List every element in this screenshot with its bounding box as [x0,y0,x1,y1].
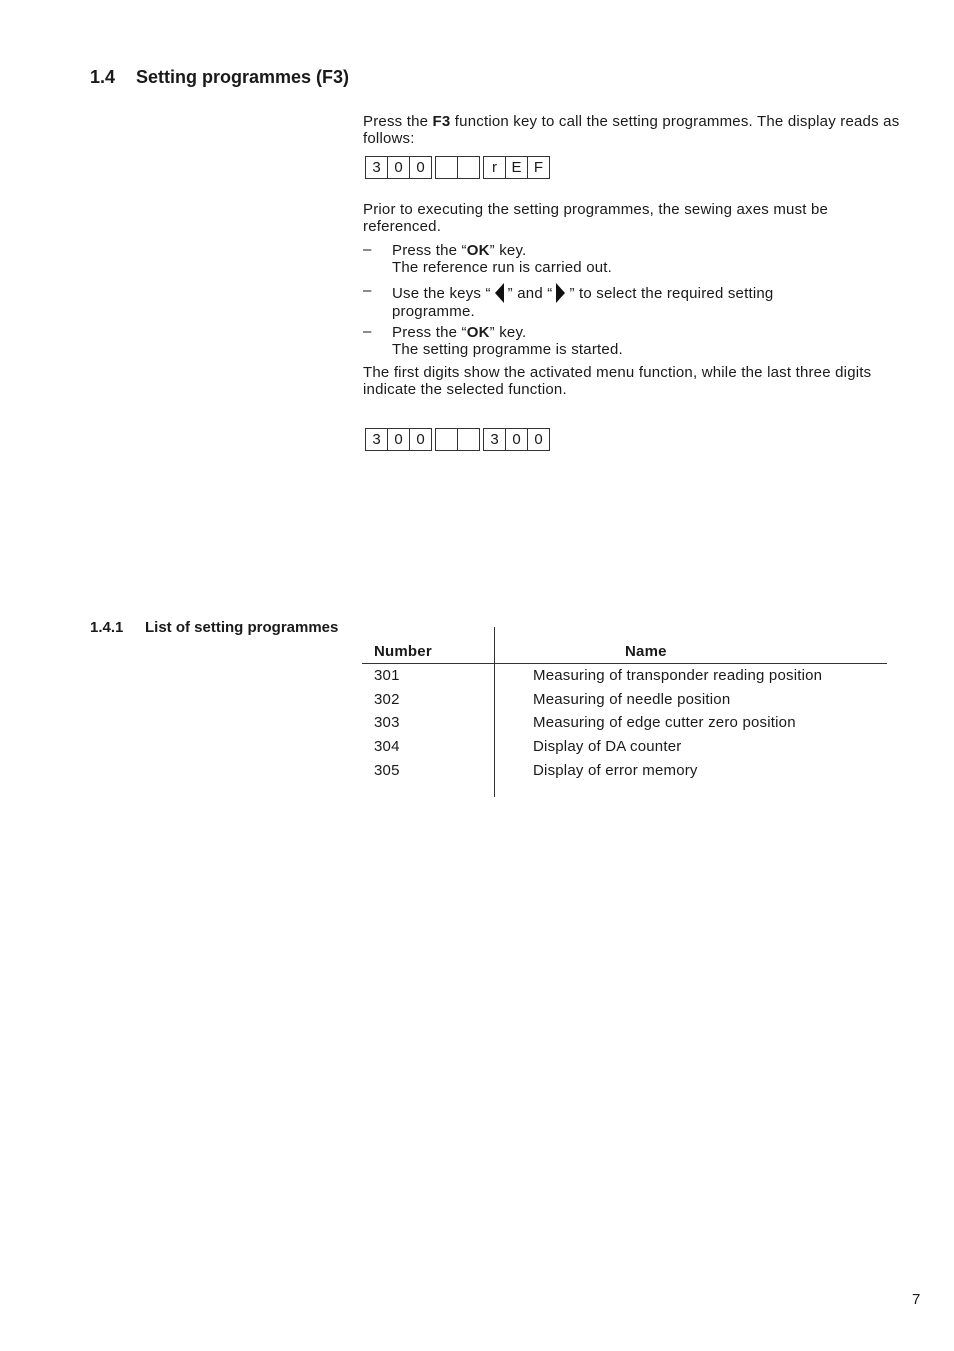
step-2-text-2: ” and “ [507,285,553,302]
step-2 [392,283,902,320]
programme-number: 305 [374,762,400,779]
table-row [362,667,887,691]
first-digits-paragraph: The first digits show the activated menu function, while the last three digits indicate the selected function. [363,364,872,398]
section-title: Setting programmes (F3) [136,67,350,87]
column-header-number: Number [374,643,432,660]
display-group-right [483,156,550,179]
display-digit: 0 [527,428,550,451]
programme-number: 303 [374,714,400,731]
display-function [365,428,550,451]
table-row [362,691,887,715]
step-3 [392,324,902,358]
programme-name: Measuring of edge cutter zero position [533,714,796,731]
display-group-middle [435,428,480,451]
programme-name: Measuring of needle position [533,691,731,708]
section-number: 1.4 [90,67,116,87]
column-header-name: Name [625,643,667,660]
step-2-text-4: programme. [392,303,475,320]
display-digit-blank [457,428,480,451]
step-3-text-post: ” key. [489,324,527,341]
display-digit-blank [457,156,480,179]
subsection-heading [90,619,338,636]
step-1-result: The reference run is carried out. [392,259,613,276]
subsection-number: 1.4.1 [90,619,124,636]
display-group-middle [435,156,480,179]
display-digit: 0 [387,156,410,179]
step-1-dash: – [363,241,372,258]
intro-text-pre: Press the [363,113,433,130]
step-3-dash: – [363,323,372,340]
section-heading [90,67,349,88]
display-digit: 0 [409,156,432,179]
subsection-title: List of setting programmes [145,619,339,636]
step-2-text-1: Use the keys “ [392,285,491,302]
display-group-right [483,428,550,451]
display-digit-blank [435,156,458,179]
programme-number: 304 [374,738,400,755]
ok-key-label: OK [466,242,490,259]
programme-name: Display of error memory [533,762,698,779]
display-digit: E [505,156,528,179]
table-row [362,714,887,738]
step-1-text-pre: Press the “ [392,242,467,259]
display-digit: 3 [365,156,388,179]
page-number: 7 [912,1291,921,1308]
programme-name: Display of DA counter [533,738,682,755]
display-digit-blank [435,428,458,451]
table-row [362,738,887,762]
display-digit: F [527,156,550,179]
display-digit: r [483,156,506,179]
step-3-text-pre: Press the “ [392,324,467,341]
display-digit: 0 [409,428,432,451]
intro-text-post: function key to call the setting programmes. The display reads as follows: [363,113,900,147]
prior-paragraph: Prior to executing the setting programmes, the sewing axes must be referenced. [363,201,829,235]
step-2-text-3: ” to select the required setting [569,285,774,302]
left-arrow-key-icon [495,283,504,303]
ok-key-label: OK [466,324,490,341]
intro-paragraph [363,113,903,147]
programme-number: 302 [374,691,400,708]
step-3-result: The setting programme is started. [392,341,623,358]
display-digit: 3 [483,428,506,451]
display-digit: 0 [387,428,410,451]
step-1 [392,242,902,276]
header-rule [362,663,887,664]
table-row [362,762,887,786]
step-1-text-post: ” key. [489,242,527,259]
right-arrow-key-icon [556,283,565,303]
step-2-dash: – [363,282,372,299]
setting-programmes-table [362,627,887,797]
display-group-left [365,428,432,451]
programme-name: Measuring of transponder reading position [533,667,823,684]
f3-key-label: F3 [432,113,451,130]
display-group-left [365,156,432,179]
display-ref [365,156,550,179]
display-digit: 0 [505,428,528,451]
display-digit: 3 [365,428,388,451]
programme-number: 301 [374,667,400,684]
